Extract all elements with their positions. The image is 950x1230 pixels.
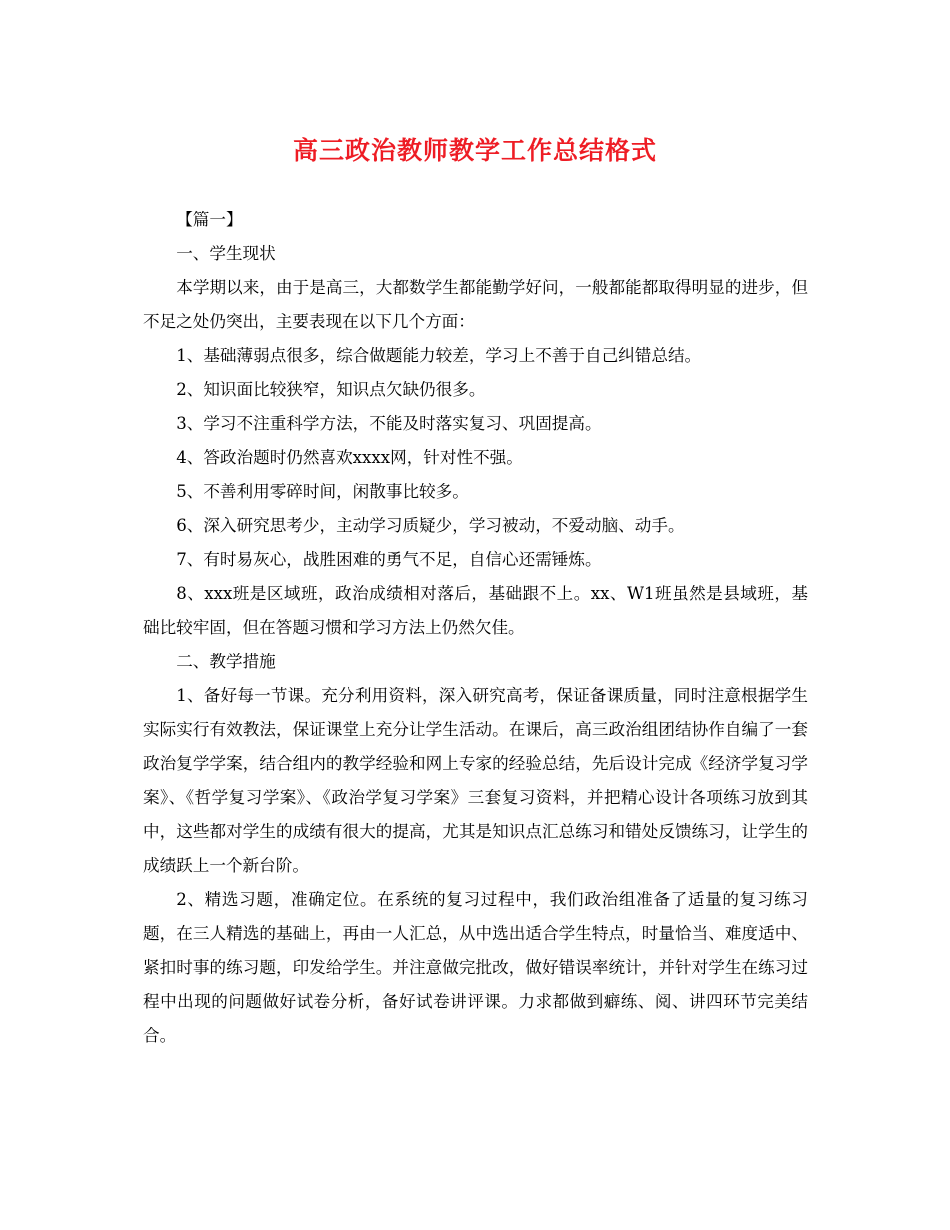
paragraph-measure: 1、备好每一节课。充分利用资料，深入研究高考，保证备课质量，同时注意根据学生实际实行有效教法，保证课堂上充分让学生活动。在课后，高三政治组团结协作自编了一套政治复学学案，结合组内的教学经验和网上专家的经验总结，先后设计完成《经济学复习学案》、《哲学复习学案》、《政治学复习学案》三套复习资料，并把精心设计各项练习放到其中，这些都对学生的成绩有很大的提高，尤其是知识点汇总练习和错处反馈练习，让学生的成绩跃上一个新台阶。	[143, 686, 808, 875]
document-body	[143, 203, 808, 1053]
list-item: 2、知识面比较狭窄，知识点欠缺仍很多。	[176, 380, 486, 399]
section-label: 【篇一】	[176, 210, 243, 229]
list-item: 6、深入研究思考少，主动学习质疑少，学习被动，不爱动脑、动手。	[176, 516, 685, 535]
paragraph-intro: 本学期以来，由于是高三，大都数学生都能勤学好问，一般都能都取得明显的进步，但不足之处仍突出，主要表现在以下几个方面：	[143, 278, 808, 331]
heading-teaching-measures: 二、教学措施	[176, 652, 276, 671]
list-item: 8、xxx班是区域班，政治成绩相对落后，基础跟不上。xx、W1班虽然是县域班，基础比较牢固，但在答题习惯和学习方法上仍然欠佳。	[143, 584, 808, 637]
heading-student-status: 一、学生现状	[176, 244, 276, 263]
document-title: 高三政治教师教学工作总结格式	[292, 136, 657, 165]
list-item: 4、答政治题时仍然喜欢xxxx网，针对性不强。	[176, 448, 523, 467]
list-item: 3、学习不注重科学方法，不能及时落实复习、巩固提高。	[176, 414, 602, 433]
list-item: 5、不善利用零碎时间，闲散事比较多。	[176, 482, 469, 501]
paragraph-measure: 2、精选习题，准确定位。在系统的复习过程中，我们政治组准备了适量的复习练习题，在三人精选的基础上，再由一人汇总，从中选出适合学生特点，时量恰当、难度适中、紧扣时事的练习题，印发给学生。并注意做完批改，做好错误率统计，并针对学生在练习过程中出现的问题做好试卷分析，备好试卷讲评课。力求都做到癖练、阅、讲四环节完美结合。	[143, 890, 808, 1045]
list-item: 7、有时易灰心，战胜困难的勇气不足，自信心还需锤炼。	[176, 550, 602, 569]
list-item: 1、基础薄弱点很多，综合做题能力较差，学习上不善于自己纠错总结。	[176, 346, 702, 365]
